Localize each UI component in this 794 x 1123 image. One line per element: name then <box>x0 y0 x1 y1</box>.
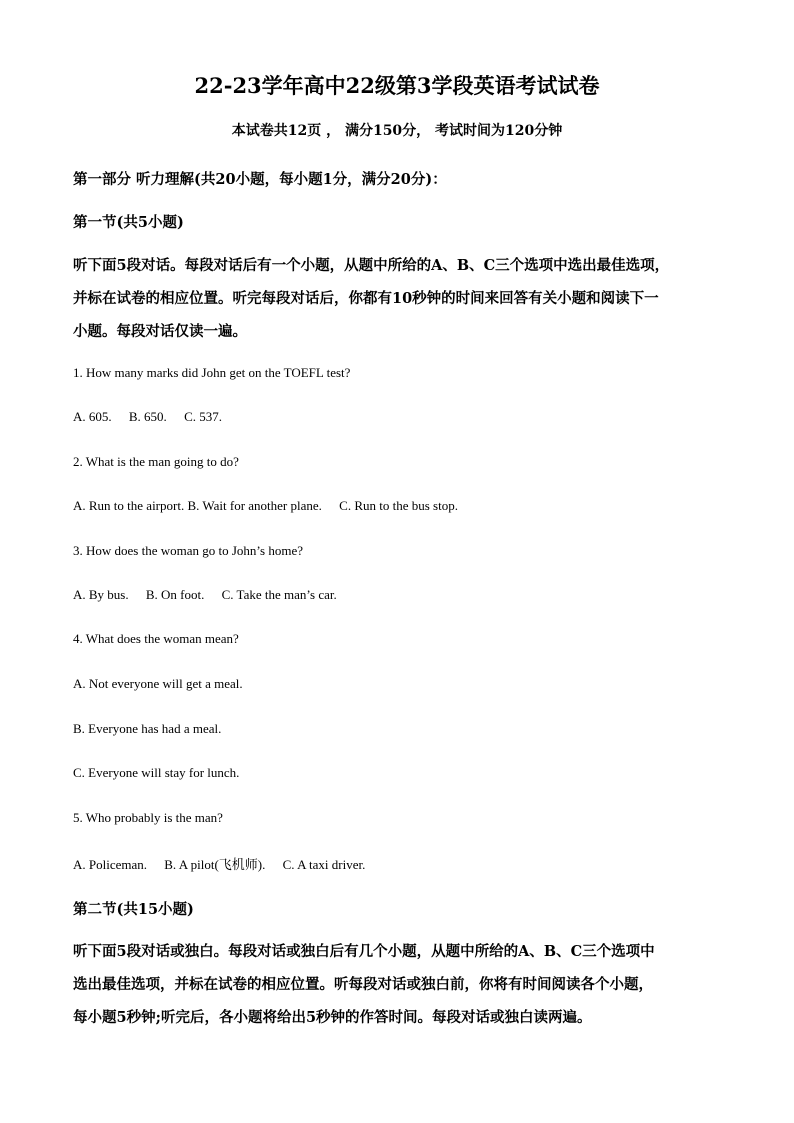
option-b: B. A pilot(飞机师). <box>164 857 266 872</box>
section2-instructions <box>73 935 725 1034</box>
question-1: 1. How many marks did John get on the TOEFL test? <box>73 365 351 380</box>
question-3-options <box>73 587 351 603</box>
question-4: 4. What does the woman mean? <box>73 631 239 646</box>
option-b: B. 650. <box>128 409 167 424</box>
question-4-option-b: B. Everyone has had a meal. <box>73 721 222 736</box>
question-4-option-c: C. Everyone will stay for lunch. <box>73 765 240 780</box>
instruction-line: 小题。每段对话仅读一遍。 <box>73 323 247 340</box>
option-c: C. A taxi driver. <box>282 857 366 872</box>
question-5: 5. Who probably is the man? <box>73 810 223 825</box>
question-2: 2. What is the man going to do? <box>73 454 239 469</box>
section1-instructions <box>73 249 725 348</box>
option-c: C. Take the man’s car. <box>221 587 337 602</box>
question-4-option-a: A. Not everyone will get a meal. <box>73 676 243 691</box>
instruction-line: 并标在试卷的相应位置。听完每段对话后，你都有10秒钟的时间来回答有关小题和阅读下一 <box>73 290 659 307</box>
section1-heading: 第一节(共5小题) <box>73 214 184 231</box>
instruction-line: 听下面5段对话。每段对话后有一个小题，从题中所给的A、B、C三个选项中选出最佳选项， <box>73 257 670 274</box>
question-3: 3. How does the woman go to John’s home? <box>73 543 304 558</box>
section2-heading: 第二节(共15小题) <box>73 901 194 918</box>
option-c: C. Run to the bus stop. <box>339 498 458 513</box>
option-ab: A. Run to the airport. B. Wait for another plane. <box>73 498 322 513</box>
option-a: A. 605. <box>73 409 112 424</box>
option-b: B. On foot. <box>145 587 205 602</box>
option-a: A. By bus. <box>73 587 129 602</box>
question-1-options <box>73 409 236 425</box>
question-2-options <box>73 498 472 514</box>
option-a: A. Policeman. <box>73 857 148 872</box>
part1-heading: 第一部分 听力理解(共20小题，每小题1分，满分20分)： <box>73 171 447 188</box>
option-c: C. 537. <box>184 409 222 424</box>
instruction-line: 每小题5秒钟;听完后，各小题将给出5秒钟的作答时间。每段对话或独白读两遍。 <box>73 1009 592 1026</box>
exam-subtitle: 本试卷共12页 ， 满分150分， 考试时间为120分钟 <box>231 123 563 139</box>
exam-title: 22-23学年高中22级第3学段英语考试试卷 <box>194 73 600 98</box>
instruction-line: 选出最佳选项，并标在试卷的相应位置。听每段对话或独白前，你将有时间阅读各个小题， <box>73 976 653 993</box>
instruction-line: 听下面5段对话或独白。每段对话或独白后有几个小题，从题中所给的A、B、C三个选项中 <box>73 943 655 960</box>
question-5-options <box>73 854 379 873</box>
